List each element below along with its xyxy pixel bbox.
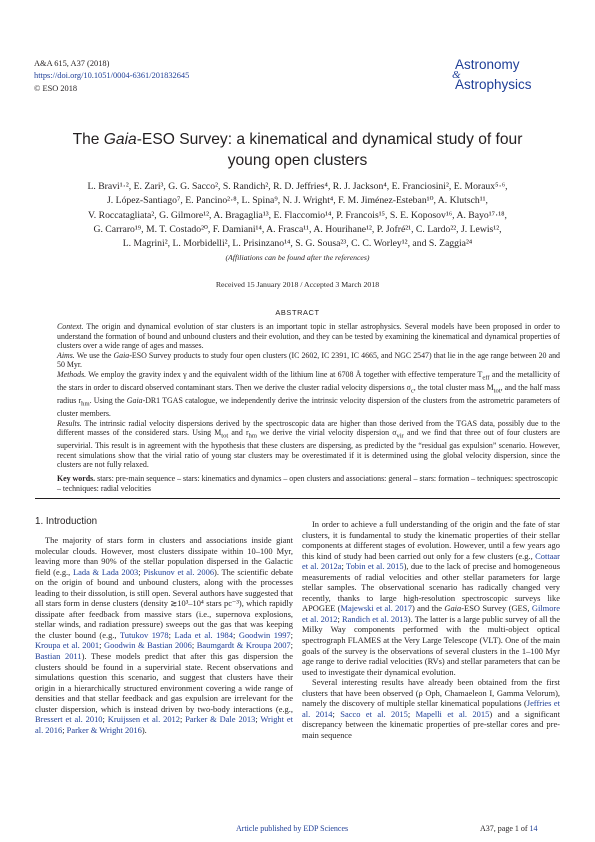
citation-link[interactable]: Parker & Dale 2013 xyxy=(185,714,256,725)
citation-link[interactable]: Piskunov et al. 2006 xyxy=(143,566,215,577)
citation-link[interactable]: Mapelli et al. 2015 xyxy=(415,708,490,719)
paper-title xyxy=(30,130,565,171)
author-line: V. Roccatagliata², G. Gilmore¹², A. Bragaglia¹³, E. Flaccomio¹⁴, P. Francois¹⁵, S. E. Koposov¹⁶, A. Bayo¹⁷·¹⁸, xyxy=(88,209,507,221)
abstract-methods: Methods. We employ the gravity index γ and the equivalent width of the lithium line at 6708 Å together with effective temperature $T_{eff}$ and the metallicity of the stars in order to discard observed contaminant stars. Then we derive the cluster radial velocity dispersions $\sigma_c$, the total cluster mass $M_{tot}$, and the half mass radius $r_{hm}$. Using the Gaia-DR1 TGAS catalogue, we independently derive the intrinsic velocity dispersion of the clusters from the astrometric parameters of cluster members. xyxy=(57,369,560,419)
author-list xyxy=(35,180,560,251)
doi-link[interactable]: https://doi.org/10.1051/0004-6361/201832645 xyxy=(34,71,190,81)
citation-link[interactable]: Tobin et al. 2015 xyxy=(346,561,404,572)
body-column-right xyxy=(302,519,560,740)
citation-link[interactable]: Kroupa et al. 2001 xyxy=(35,640,100,651)
citation-link[interactable]: Wright et al. 2016 xyxy=(35,714,293,735)
section-heading: 1. Introduction xyxy=(35,516,98,527)
title-gaia: Gaia xyxy=(103,131,137,148)
abstract xyxy=(57,322,560,470)
keywords xyxy=(57,474,560,493)
author-line: L. Bravi¹·², E. Zari³, G. G. Sacco², S. Randich², R. D. Jeffries⁴, R. J. Jackson⁴, E. Franciosini², E. Moraux⁵·⁶, xyxy=(87,181,508,192)
abstract-results: Results. The intrinsic radial velocity dispersions derived by the spectroscopic data are higher than those derived from the TGAS data, possibly due to the different masses of the considered stars. Using $M_{tot}$ and $r_{hm}$ we derive the virial velocity dispersion $\sigma_{vir}$ and we find that three out of four clusters are supervirial. This result is in agreement with the hypothesis that these clusters are dispersing, as predicted by the “residual gas expulsion” scenario. However, recent simulations show that the virial ratio of young star clusters may be overestimated if it is determined using the global velocity dispersion, since the clusters are not fully relaxed. xyxy=(57,418,561,470)
abstract-context: Context. The origin and dynamical evolution of star clusters is an important topic in stellar astrophysics. Several models have been proposed in order to understand the formation of bound and unbound clusters and their evolution, and they can be tested by examining the kinematical and dynamical properties of clusters over a wide range of ages and masses. xyxy=(57,322,560,351)
citation-link[interactable]: Goodwin & Bastian 2006 xyxy=(104,640,192,651)
body-column-left xyxy=(35,535,293,735)
citation-link[interactable]: Lada & Lada 2003 xyxy=(72,566,139,577)
page-number: A37, page 1 of 14 xyxy=(480,824,538,833)
author-line: J. López-Santiago⁷, E. Pancino²·⁸, L. Spina⁹, N. J. Wright⁴, F. M. Jiménez-Esteban¹⁰, A. Klutsch¹¹, xyxy=(107,195,488,207)
title-rest: -ESO Survey: a kinematical and dynamical study of four xyxy=(136,131,523,148)
affiliations-note: (Affiliations can be found after the references) xyxy=(225,253,370,262)
citation-link[interactable]: Parker & Wright 2016 xyxy=(66,724,142,735)
logo-line2: Astrophysics xyxy=(455,77,532,92)
citation-link[interactable]: Gilmore et al. 2012 xyxy=(302,603,560,624)
paragraph: In order to achieve a full understanding of the origin and the fate of star clusters, it is fundamental to study the kinematic properties of their stellar components at different stages of evolution. However, until a few years ago this kind of study had been carried out only for a few clusters (e.g., Cottaar et al. 2012a; Tobin et al. 2015), due to the lack of precise and homogeneous measurements of radial velocities and other stellar parameters for large stellar samples. The observational scenario has radically changed very recently, thanks to large high-resolution spectroscopic surveys like APOGEE (Majewski et al. 2017) and the Gaia-ESO Survey (GES, Gilmore et al. 2012; Randich et al. 2013). The latter is a large public survey of all the Milky Way components performed with the multi-object optical spectrograph FLAMES at the Very Large Telescope (VLT). One of the main goals of the survey is the observations of several clusters in the 1–100 Myr age range to derive radial velocities (RVs) and stellar parameters that can be used to investigate their dynamical evolution. xyxy=(302,519,561,677)
journal-reference: A&A 615, A37 (2018) xyxy=(34,59,110,68)
citation-link[interactable]: Bastian 2011 xyxy=(35,651,82,662)
divider xyxy=(35,498,560,499)
author-line: G. Carraro¹⁹, M. T. Costado²⁰, F. Damiani¹⁴, A. Frasca¹¹, A. Hourihane¹², P. Jofré²¹, C. Lardo²², J. Lewis¹², xyxy=(93,223,502,235)
citation-link[interactable]: Randich et al. 2013 xyxy=(342,613,408,624)
citation-link[interactable]: Jeffries et al. 2014 xyxy=(302,698,560,719)
citation-link[interactable]: Sacco et al. 2015 xyxy=(340,708,408,719)
paragraph: The majority of stars form in clusters and associations inside giant molecular clouds. However, most clusters dissipate within 10–100 Myr, leaving more than 90% of the stellar population dispersed in the Galactic field (e.g., Lada & Lada 2003; Piskunov et al. 2006). The scientific debate on the origin of bound and unbound clusters, along with the processes leading to their dissolution, is still open. Several authors have suggested that all stars form in dense clusters (density ≳10³–10⁴ stars pc⁻³), which rapidly dissipate after feedback from massive stars (i.e., supernova explosions, stellar winds, and radiation pressure) sweeps out the gas that was keeping the cluster bound (e.g., Tutukov 1978; Lada et al. 1984; Goodwin 1997; Kroupa et al. 2001; Goodwin & Bastian 2006; Baumgardt & Kroupa 2007; Bastian 2011). These models predict that after this gas dispersion the clusters should be found in a supervirial state. Recent observations and simulations question this scenario, and suggest that clusters have their origin in a hierarchically structured environment covering a wide range of densities and that stellar feedback and gas expulsion are irrelevant for the cluster dispersion, which is instead driven by two-body interactions (e.g., Bressert et al. 2010; Kruijssen et al. 2012; Parker & Dale 2013; Wright et al. 2016; Parker & Wright 2016). xyxy=(35,535,294,735)
journal-logo xyxy=(452,57,532,92)
citation-link[interactable]: Lada et al. 1984 xyxy=(174,629,233,640)
citation-link[interactable]: Kruijssen et al. 2012 xyxy=(107,714,180,725)
abstract-heading: ABSTRACT xyxy=(275,308,320,317)
citation-link[interactable]: Baumgardt & Kroupa 2007 xyxy=(196,640,291,651)
author-line: L. Magrini², L. Morbidelli², L. Prisinzano¹⁴, S. G. Sousa²³, C. C. Worley¹², and S. Zaggia²⁴ xyxy=(122,238,473,250)
received-accepted-dates: Received 15 January 2018 / Accepted 3 March 2018 xyxy=(215,280,380,289)
paragraph: Several interesting results have already been obtained from the first clusters that have been observed (ρ Oph, Chamaeleon I, Gamma Velorum), namely the discovery of multiple stellar kinematical populations (Jeffries et al. 2014; Sacco et al. 2015; Mapelli et al. 2015) and a significant discrepancy between the kinematic properties of pre-stellar cores and pre-main sequence xyxy=(302,677,560,740)
total-pages-link[interactable]: 14 xyxy=(529,824,538,833)
journal-header xyxy=(34,58,189,95)
citation-link[interactable]: Goodwin 1997 xyxy=(238,629,291,640)
logo-ampersand: & xyxy=(452,69,461,81)
citation-link[interactable]: Bressert et al. 2010 xyxy=(35,714,103,725)
publisher-note[interactable]: Article published by EDP Sciences xyxy=(236,824,349,833)
citation-link[interactable]: Tutukov 1978 xyxy=(119,629,169,640)
title-prefix: The xyxy=(72,131,104,148)
keywords-label: Key words. xyxy=(57,474,96,483)
logo-line1: Astronomy xyxy=(455,57,520,72)
keywords-text: stars: pre-main sequence – stars: kinematics and dynamics – open clusters and associations: general – stars: formation – techniques: spectroscopic – techniques: radial velocities xyxy=(57,474,558,493)
citation-link[interactable]: Cottaar et al. 2012a xyxy=(302,550,560,572)
title-line2: young open clusters xyxy=(227,151,368,169)
abstract-aims: Aims. We use the Gaia-ESO Survey products to study four open clusters (IC 2602, IC 2391, IC 4665, and NGC 2547) that lie in the age range between 20 and 50 Myr. xyxy=(57,350,560,370)
copyright: © ESO 2018 xyxy=(34,83,78,93)
citation-link[interactable]: Majewski et al. 2017 xyxy=(340,603,412,614)
